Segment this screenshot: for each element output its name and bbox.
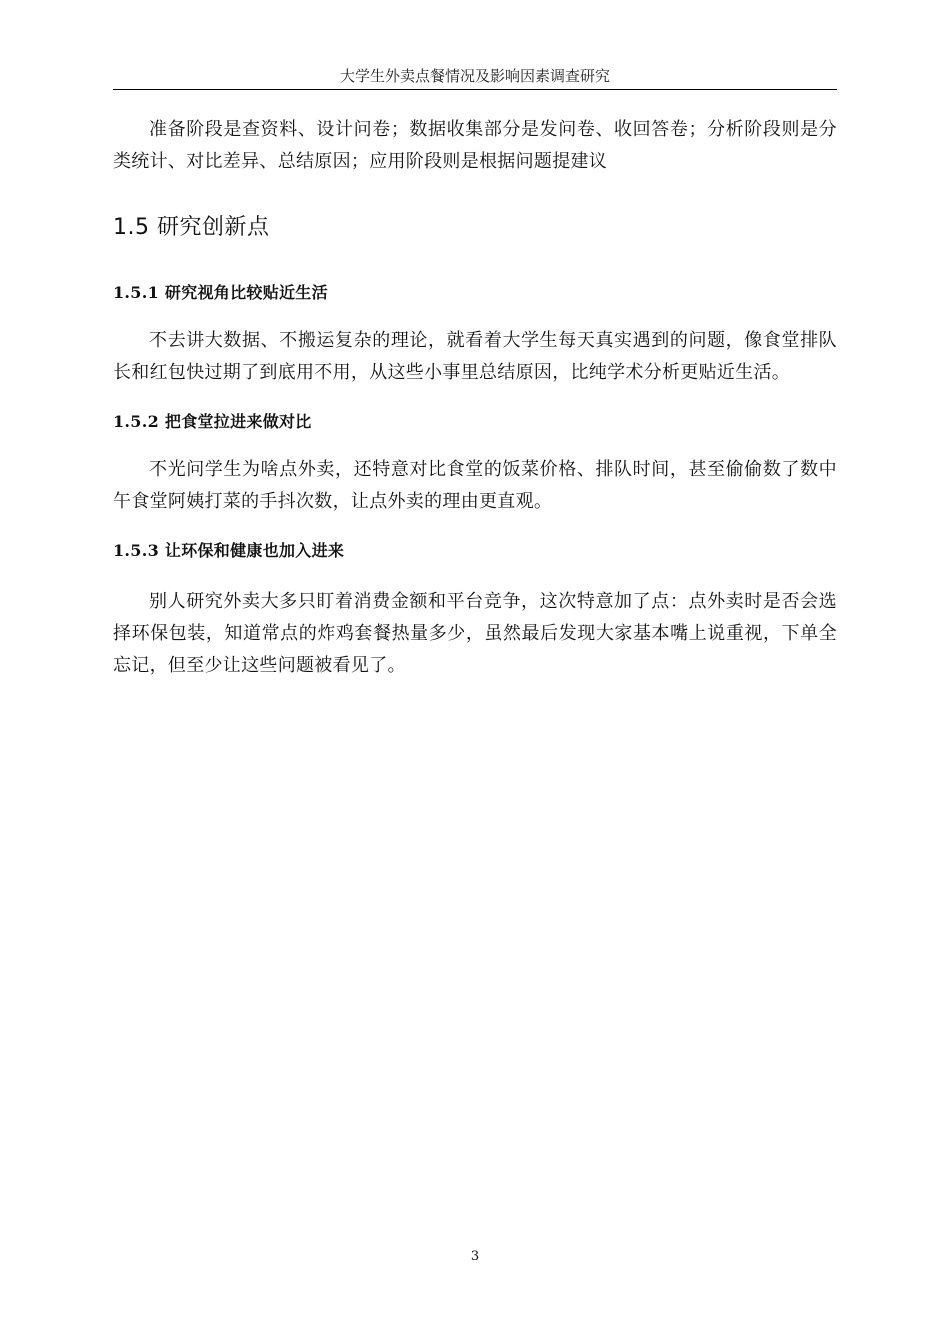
subsection-paragraph-3: 别人研究外卖大多只盯着消费金额和平台竞争，这次特意加了点：点外卖时是否会选择环保包装，知道常点的炸鸡套餐热量多少，虽然最后发现大家基本嘴上说重视，下单全忘记，但至少让这些问题被看见了。 [113,591,837,676]
section-heading: 1.5 研究创新点 [113,215,270,240]
intro-paragraph: 准备阶段是查资料、设计问卷；数据收集部分是发问卷、收回答卷；分析阶段则是分类统计、对比差异、总结原因；应用阶段则是根据问题提建议 [113,119,837,172]
header-rule [113,89,837,90]
subsection-paragraph-1: 不去讲大数据、不搬运复杂的理论，就看着大学生每天真实遇到的问题，像食堂排队长和红包快过期了到底用不用，从这些小事里总结原因，比纯学术分析更贴近生活。 [113,330,837,383]
subsection-heading-1: 1.5.1 研究视角比较贴近生活 [113,283,328,302]
subsection-heading-2: 1.5.2 把食堂拉进来做对比 [113,412,312,431]
running-header: 大学生外卖点餐情况及影响因素调查研究 [339,67,610,85]
subsection-heading-3: 1.5.3 让环保和健康也加入进来 [113,541,345,560]
subsection-paragraph-2: 不光问学生为啥点外卖，还特意对比食堂的饭菜价格、排队时间，甚至偷偷数了数中午食堂阿姨打菜的手抖次数，让点外卖的理由更直观。 [113,459,837,512]
page-number: 3 [470,1249,480,1264]
